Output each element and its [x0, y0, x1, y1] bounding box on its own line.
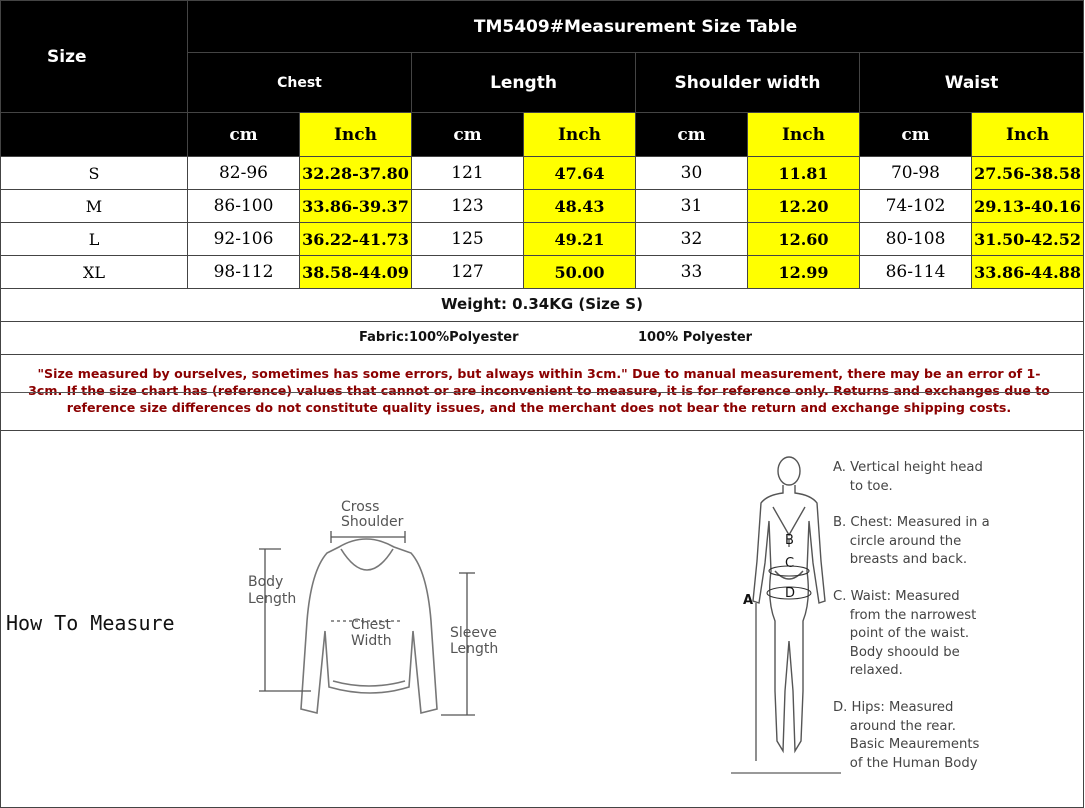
length-header: Length — [412, 53, 636, 113]
table-row — [1, 157, 1084, 190]
chest-cm-cell: 82-96 — [188, 157, 300, 190]
waist-inch-cell: 31.50-42.52 — [972, 223, 1084, 256]
weight-row — [0, 288, 1084, 322]
chest-width-label-2: Width — [351, 633, 392, 649]
sweater-measurement-diagram — [241, 491, 511, 721]
waist-inch-cell: 27.56-38.58 — [972, 157, 1084, 190]
waist-inch-cell: 33.86-44.88 — [972, 256, 1084, 289]
cross-shoulder-label-2: Shoulder — [341, 514, 404, 530]
hips-label: D — [785, 586, 796, 601]
shoulder-cm-cell: 31 — [636, 190, 748, 223]
length-cm-cell: 125 — [412, 223, 524, 256]
size-cell: L — [1, 223, 188, 256]
shoulder-cm-cell: 33 — [636, 256, 748, 289]
sleeve-length-label-1: Sleeve — [450, 625, 497, 641]
table-title: TM5409#Measurement Size Table — [188, 1, 1084, 53]
sleeve-length-label-2: Length — [450, 641, 499, 657]
size-disclaimer-text: "Size measured by ourselves, sometimes has some errors, but always within 3cm." Due to manual measurement, there may be an error of 1-3cm. If the size chart has (reference) values that cannot or are inconvenient to measure, it is for reference only. Returns and exchanges due to reference size differences do not constitute quality issues, and the merchant does not bear the return and exchange shipping costs. — [28, 366, 1050, 415]
shoulder-inch-cell: 11.81 — [748, 157, 860, 190]
waist-description: C. Waist: Measured from the narrowest point of the waist. Body shoould be relaxed. — [833, 589, 977, 679]
height-label: A — [743, 593, 754, 608]
length-inch-cell: 47.64 — [524, 157, 636, 190]
chest-label: B — [785, 533, 794, 548]
body-length-label-2: Length — [248, 591, 297, 607]
size-cell: XL — [1, 256, 188, 289]
waist-inch-cell: 29.13-40.16 — [972, 190, 1084, 223]
unit-cm-header: cm — [412, 113, 524, 157]
length-inch-cell: 49.21 — [524, 223, 636, 256]
unit-inch-header: Inch — [300, 113, 412, 157]
weight-text: Weight: 0.34KG (Size S) — [441, 295, 643, 313]
unit-inch-header: Inch — [972, 113, 1084, 157]
table-row — [1, 256, 1084, 289]
chest-header: Chest — [188, 53, 412, 113]
length-cm-cell: 121 — [412, 157, 524, 190]
waist-label: C — [785, 556, 795, 571]
chest-width-label-1: Chest — [351, 617, 392, 633]
waist-cm-cell: 74-102 — [860, 190, 972, 223]
size-cell: M — [1, 190, 188, 223]
size-table — [0, 0, 1084, 289]
length-inch-cell: 48.43 — [524, 190, 636, 223]
hips-description: D. Hips: Measured around the rear. Basic Meaurements of the Human Body — [833, 700, 980, 771]
human-body-diagram — [731, 451, 841, 776]
shoulder-cm-cell: 30 — [636, 157, 748, 190]
how-to-measure-section — [0, 431, 1084, 808]
table-row — [1, 223, 1084, 256]
fabric-value: 100% Polyester — [638, 330, 753, 345]
unit-inch-header: Inch — [524, 113, 636, 157]
chest-inch-cell: 33.86-39.37 — [300, 190, 412, 223]
unit-cm-header: cm — [188, 113, 300, 157]
size-disclaimer-row — [0, 355, 1084, 431]
divider — [1, 392, 1083, 393]
shoulder-inch-cell: 12.99 — [748, 256, 860, 289]
unit-cm-header: cm — [860, 113, 972, 157]
shoulder-inch-cell: 12.20 — [748, 190, 860, 223]
shoulder-width-header: Shoulder width — [636, 53, 860, 113]
shoulder-cm-cell: 32 — [636, 223, 748, 256]
chest-cm-cell: 92-106 — [188, 223, 300, 256]
human-figure-icon — [753, 457, 825, 751]
length-cm-cell: 127 — [412, 256, 524, 289]
shoulder-inch-cell: 12.60 — [748, 223, 860, 256]
unit-cm-header: cm — [636, 113, 748, 157]
waist-header: Waist — [860, 53, 1084, 113]
waist-cm-cell: 80-108 — [860, 223, 972, 256]
cross-shoulder-label-1: Cross — [341, 499, 380, 515]
chest-description: B. Chest: Measured in a circle around the breasts and back. — [833, 515, 990, 568]
fabric-row — [0, 322, 1084, 355]
chest-inch-cell: 32.28-37.80 — [300, 157, 412, 190]
length-inch-cell: 50.00 — [524, 256, 636, 289]
chest-inch-cell: 38.58-44.09 — [300, 256, 412, 289]
size-column-header: Size — [1, 1, 188, 113]
waist-cm-cell: 70-98 — [860, 157, 972, 190]
unit-inch-header: Inch — [748, 113, 860, 157]
waist-cm-cell: 86-114 — [860, 256, 972, 289]
size-unit-spacer — [1, 113, 188, 157]
body-length-label-1: Body — [248, 574, 284, 590]
how-to-measure-label: How To Measure — [6, 611, 175, 635]
fabric-label: Fabric:100%Polyester — [359, 330, 519, 345]
length-cm-cell: 123 — [412, 190, 524, 223]
size-cell: S — [1, 157, 188, 190]
height-description: A. Vertical height head to toe. — [833, 460, 983, 494]
chest-cm-cell: 98-112 — [188, 256, 300, 289]
chest-cm-cell: 86-100 — [188, 190, 300, 223]
table-row — [1, 190, 1084, 223]
chest-inch-cell: 36.22-41.73 — [300, 223, 412, 256]
